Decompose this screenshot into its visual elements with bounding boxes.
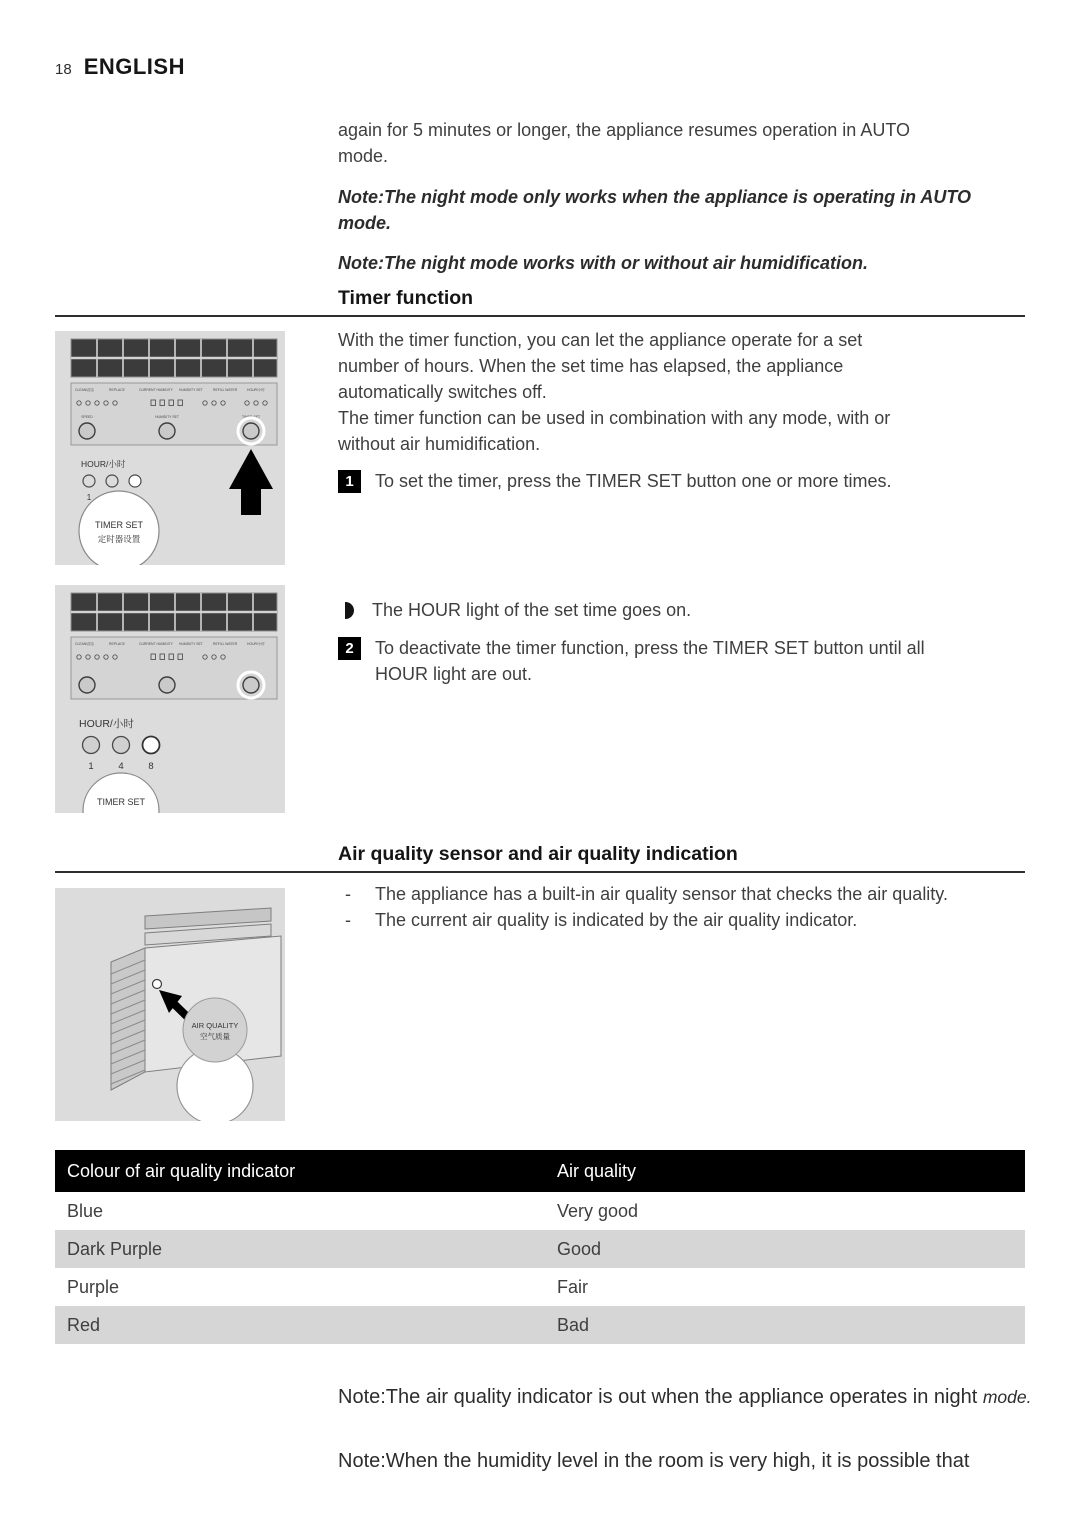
air-quality-callout xyxy=(177,998,253,1121)
table-cell: Good xyxy=(557,1238,602,1259)
timer-paragraphs xyxy=(338,327,903,457)
note-indicator-night-mode xyxy=(338,1383,1038,1411)
control-panel xyxy=(71,637,277,699)
air-quality-table xyxy=(55,1150,1025,1344)
timer-result xyxy=(345,597,1025,623)
timer-step-1 xyxy=(338,468,1038,494)
table-cell: Blue xyxy=(67,1200,104,1221)
hour-value-4: 4 xyxy=(118,761,124,772)
control-panel xyxy=(71,383,277,445)
page-number: 18 xyxy=(55,61,72,78)
note-night-mode-auto: Note:The night mode only works when the appliance is operating in AUTO mode. xyxy=(338,187,972,233)
timer-set-button xyxy=(243,677,259,693)
panel-label-hour: HOUR/小时 xyxy=(247,642,265,646)
panel-label-timer-set-button: TIMER SET xyxy=(241,415,261,419)
panel-label-replace: REPLACE xyxy=(109,642,125,646)
illustration-timer-set-button xyxy=(55,331,285,565)
table-cell: Purple xyxy=(67,1276,120,1297)
table-cell: Red xyxy=(67,1314,101,1335)
step-number-badge: 2 xyxy=(338,637,361,660)
speed-button xyxy=(79,677,95,693)
step-text: To deactivate the timer function, press the TIMER SET button until all HOUR light are out. xyxy=(375,638,925,684)
illustration-air-quality-sensor xyxy=(55,888,285,1121)
table-row xyxy=(55,1192,1025,1230)
panel-label-humidity-set-button: HUMIDITY SET xyxy=(155,415,179,419)
step-text: To set the timer, press the TIMER SET button one or more times. xyxy=(375,471,892,491)
hour-value-1: 1 xyxy=(88,761,94,772)
bullet-text: The current air quality is indicated by the air quality indicator. xyxy=(375,910,858,930)
timer-set-button xyxy=(243,423,259,439)
illustration-hour-lights xyxy=(55,585,285,813)
panel-label-refill-water: REFILL WATER xyxy=(213,388,238,392)
table-header-cell: Colour of air quality indicator xyxy=(55,1150,545,1192)
result-arrow-icon xyxy=(345,602,354,619)
hour-label: HOUR/小时 xyxy=(79,718,134,730)
intro-paragraph: again for 5 minutes or longer, the appliance resumes operation in AUTO mode. xyxy=(338,120,911,166)
note-night-mode-humidification: Note:The night mode works with or without air humidification. xyxy=(338,253,868,273)
dash-bullet: - xyxy=(345,910,351,930)
panel-label-humidity-set: HUMIDITY SET xyxy=(179,388,203,392)
timer-step-2 xyxy=(338,635,1038,687)
table-header-row xyxy=(55,1150,1025,1192)
timer-paragraph-1: With the timer function, you can let the appliance operate for a set number of hours. When the set time has elapsed, the appliance automatically switches off. xyxy=(338,330,863,402)
humidity-set-button xyxy=(159,677,175,693)
note-italic-tail: mode. xyxy=(982,1387,1032,1407)
table-row xyxy=(55,1306,1025,1344)
panel-label-speed: SPEED xyxy=(81,415,93,419)
table-cell: Fair xyxy=(557,1276,588,1297)
timer-set-label: TIMER SET xyxy=(96,797,146,807)
table-row xyxy=(55,1230,1025,1268)
page-header xyxy=(55,54,185,80)
panel-label-refill-water: REFILL WATER xyxy=(213,642,238,646)
speed-button xyxy=(79,423,95,439)
air-quality-label-cn: 空气质量 xyxy=(200,1032,230,1041)
panel-label-replace: REPLACE xyxy=(109,388,125,392)
panel-label-clean: CLEAN/清洁 xyxy=(75,388,95,392)
air-quality-bullet-2 xyxy=(345,907,1035,933)
panel-label-humidity-set: HUMIDITY SET xyxy=(179,642,203,646)
note-main-text: Note:The air quality indicator is out when the appliance operates in night xyxy=(338,1386,978,1408)
table-row xyxy=(55,1268,1025,1306)
humidity-set-button xyxy=(159,423,175,439)
air-outlet-grille xyxy=(71,339,277,377)
hour-label: HOUR/小时 xyxy=(81,459,126,469)
air-outlet-grille xyxy=(71,593,277,631)
timer-set-label: TIMER SET xyxy=(94,520,144,530)
air-quality-section-heading: Air quality sensor and air quality indication xyxy=(338,843,738,865)
panel-label-current-humidity: CURRENT HUMIDITY xyxy=(139,642,173,646)
air-quality-bullet-1 xyxy=(345,881,1035,907)
timer-set-label-cn: 定时器设置 xyxy=(97,534,141,544)
table-cell: Very good xyxy=(557,1200,639,1221)
result-text: The HOUR light of the set time goes on. xyxy=(372,600,692,620)
page-language: ENGLISH xyxy=(83,54,185,79)
step-number-badge: 1 xyxy=(338,470,361,493)
dash-bullet: - xyxy=(345,884,351,904)
panel-label-current-humidity: CURRENT HUMIDITY xyxy=(139,388,173,392)
table-cell: Bad xyxy=(557,1314,590,1335)
timer-set-button-callout xyxy=(79,491,159,565)
section-divider xyxy=(55,871,1025,873)
air-quality-light xyxy=(153,980,162,989)
table-cell: Dark Purple xyxy=(67,1238,163,1259)
bullet-text: The appliance has a built-in air quality sensor that checks the air quality. xyxy=(375,884,948,904)
table-header-cell: Air quality xyxy=(545,1150,1025,1192)
timer-section-heading: Timer function xyxy=(338,287,474,309)
section-divider xyxy=(55,315,1025,317)
air-quality-label-circle xyxy=(183,998,247,1062)
note-high-humidity: Note:When the humidity level in the room is very high, it is possible that xyxy=(338,1450,970,1472)
air-quality-label: AIR QUALITY xyxy=(191,1021,239,1030)
panel-label-clean: CLEAN/清洁 xyxy=(75,642,95,646)
hour-value-1: 1 xyxy=(86,493,92,502)
timer-paragraph-2: The timer function can be used in combination with any mode, with or without air humidification. xyxy=(338,408,891,454)
side-grille xyxy=(111,948,145,1090)
panel-label-hour: HOUR/小时 xyxy=(247,388,265,392)
hour-value-8: 8 xyxy=(148,761,154,772)
